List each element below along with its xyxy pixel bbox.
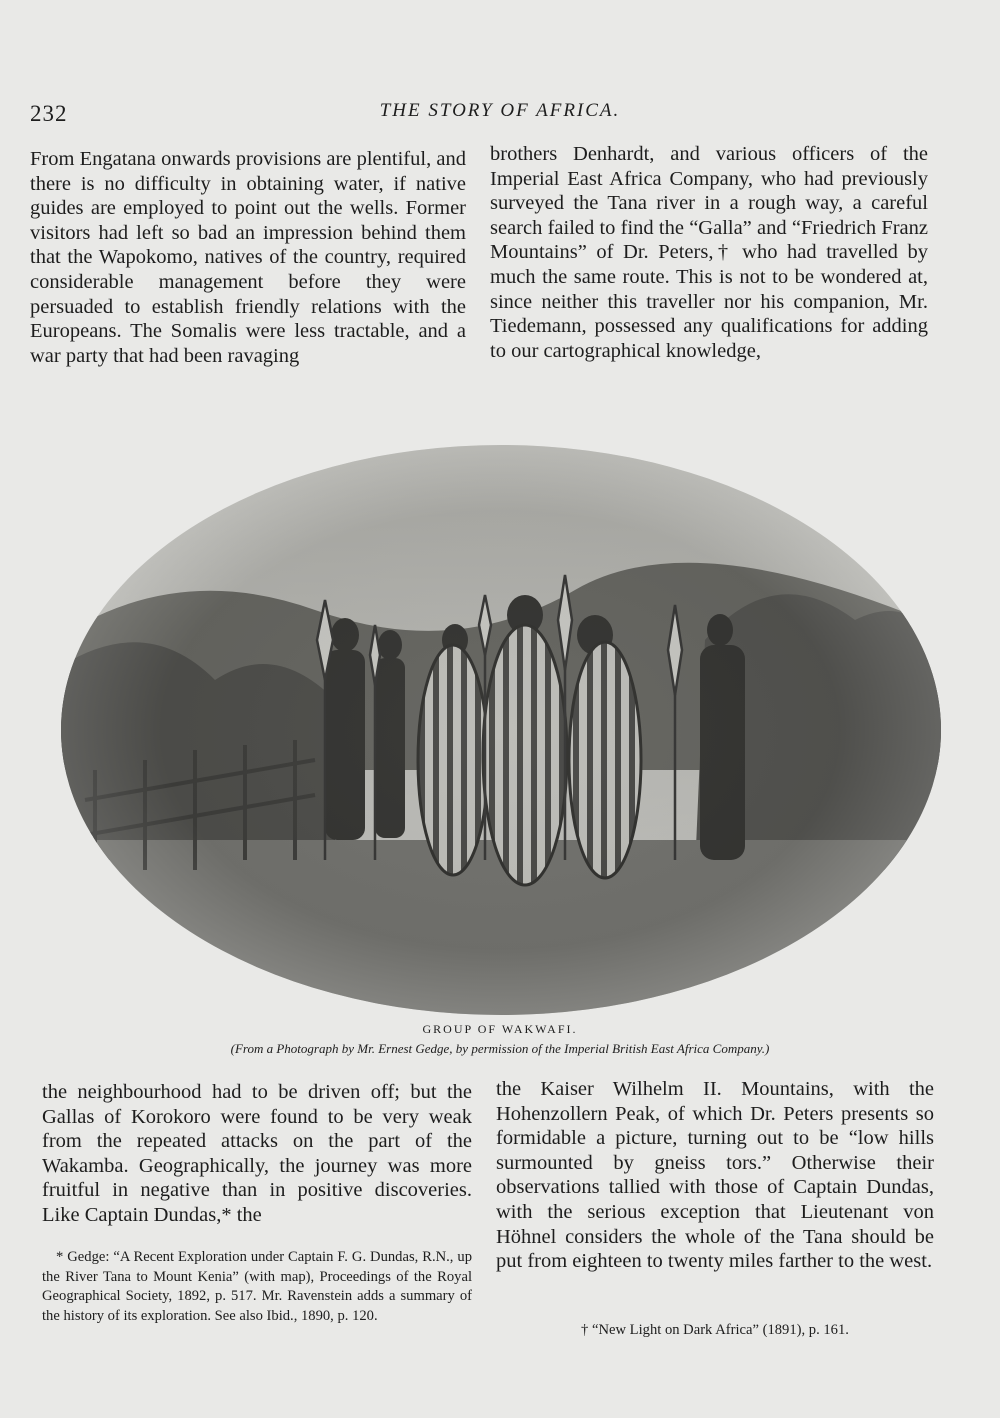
- body-column-bottom-right: [496, 1077, 934, 1274]
- paragraph: the Kaiser Wilhelm II. Mountains, with the Hohenzollern Peak, of which Dr. Peters presents so formidable a picture, turning out to be “low hills surmounted by gneiss tors.” Otherwise their observations tallied with those of Captain Dundas, with the serious exception that Lieutenant von Höhnel considers the whole of the Tana should be put from eighteen to twenty miles farther to the west.: [496, 1078, 934, 1273]
- running-head: THE STORY OF AFRICA.: [379, 100, 621, 121]
- paragraph: From Engatana onwards provisions are plentiful, and there is no difficulty in obtaining water, if native guides are employed to point out the wells. Former visitors had left so bad an impression behind them that the Wapokomo, natives of the country, required considerable management before they were persuaded to establish friendly relations with the Europeans. The Somalis were less tractable, and a war party that had been ravaging: [30, 148, 466, 367]
- figure-credit: (From a Photograph by Mr. Ernest Gedge, by permission of the Imperial British East Africa Company.): [230, 1041, 770, 1056]
- paragraph: brothers Denhardt, and various officers of the Imperial East Africa Company, who had previously surveyed the Tana river in a rough way, a careful search failed to find the “Galla” and “Friedrich Franz Mountains” of Dr. Peters,† who had travelled by much the same route. This is not to be wondered at, since neither this traveller nor his companion, Mr. Tiedemann, possessed any qualifications for adding to our cartographical knowledge,: [490, 143, 928, 362]
- footnote-text: * Gedge: “A Recent Exploration under Captain F. G. Dundas, R.N., up the River Tana to Mount Kenia” (with map), Proceedings of the Royal Geographical Society, 1892, p. 517. Mr. Ravenstein adds a summary of the history of its exploration. See also Ibid., 1890, p. 120.: [42, 1249, 472, 1324]
- body-column-bottom-left: [42, 1080, 472, 1228]
- figure-caption: GROUP OF WAKWAFI.: [422, 1022, 578, 1036]
- paragraph: the neighbourhood had to be driven off; but the Gallas of Korokoro were found to be very weak from the repeated attacks on the part of the Wakamba. Geographically, the journey was more fruitful in negative than in positive discoveries. Like Captain Dundas,* the: [42, 1081, 472, 1226]
- body-column-top-right: [490, 142, 928, 363]
- footnote-left: [42, 1248, 472, 1326]
- page-number: 232: [30, 101, 68, 126]
- body-column-top-left: [30, 147, 466, 368]
- footnote-right: † “New Light on Dark Africa” (1891), p. 161.: [581, 1322, 849, 1338]
- wakwafi-photograph: [55, 440, 947, 1020]
